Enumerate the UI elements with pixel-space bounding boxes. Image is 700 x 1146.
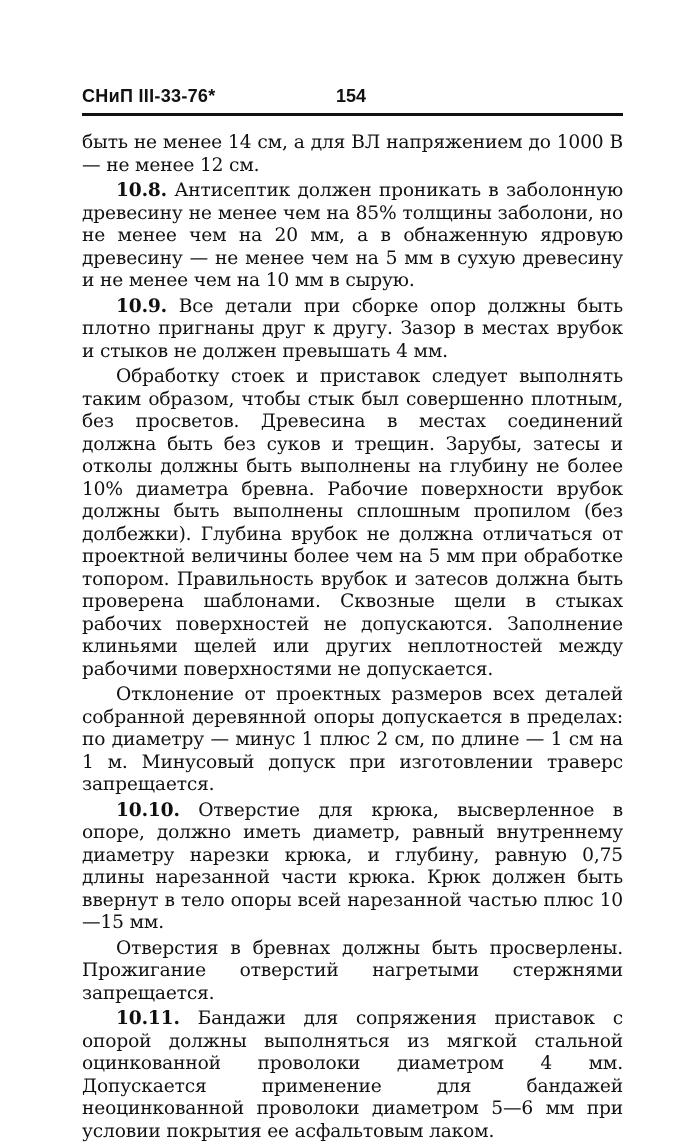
clause-number: 10.9.	[116, 295, 168, 317]
paragraph-text: Антисептик должен проникать в заболонную древесину не менее чем на 85% толщины заболони, но не менее чем на 20 мм, а в обнаженную ядровую древесину — не менее чем на 5 мм в сухую древесину и не менее чем на 10 мм в сырую.	[82, 180, 623, 291]
clause-number: 10.11.	[116, 1008, 180, 1029]
paragraph-text: Все детали при сборке опор должны быть плотно пригнаны друг к другу. Зазор в местах врубок и стыков не должен превышать 4 мм.	[82, 295, 623, 362]
paragraph-continuation	[82, 132, 623, 177]
clause-number: 10.8.	[116, 180, 168, 201]
paragraph-10-9	[82, 296, 623, 364]
paragraph-10-8	[82, 180, 623, 293]
paragraph-10-11	[82, 1008, 623, 1143]
page-number: 154	[336, 86, 367, 106]
paragraph-text: Отверстие для крюка, высверленное в опоре, должно иметь диаметр, равный внутреннему диаметру нарезки крюка, и глубину, равную 0,75 длины нарезанной части крюка. Крюк должен быть ввернут в тело опоры всей нарезанной частью плюс 10—15 мм.	[82, 799, 623, 933]
paragraph-holes	[82, 938, 623, 1006]
document-body	[82, 132, 623, 1146]
paragraph-text: Бандажи для сопряжения приставок с опорой должны выполняться из мягкой стальной оцинкованной проволоки диаметром 4 мм. Допускается применение для бандажей неоцинкованной проволоки диаметром 5—6 мм при условии покрытия ее асфальтовым лаком.	[82, 1008, 623, 1142]
paragraph-text: Обработку стоек и приставок следует выполнять таким образом, чтобы стык был совершенно плотным, без просветов. Древесина в местах соединений должна быть без суков и трещин. Зарубы, затесы и отколы должны быть выполнены на глубину не более 10% диаметра бревна. Рабочие поверхности врубок должны быть выполнены сплошным пропилом (без долбежки). Глубина врубок не должна отличаться от проектной величины более чем на 5 мм при обработке топором. Правильность врубок и затесов должна быть проверена шаблонами. Сквозные щели в стыках рабочих поверхностей не допускаются. Заполнение клиньями щелей или других неплотностей между рабочими поверхностями не допускается.	[82, 366, 623, 680]
page-header	[82, 86, 622, 110]
document-code: СНиП III-33-76*	[82, 86, 216, 106]
paragraph-text: Отклонение от проектных размеров всех деталей собранной деревянной опоры допускается в пределах: по диаметру — минус 1 плюс 2 см, по длине — 1 см на 1 м. Минусовый допуск при изготовлении траверс запрещается.	[82, 684, 623, 795]
paragraph-text: Отверстия в бревнах должны быть просверлены. Прожигание отверстий нагретыми стержнями запрещается.	[82, 937, 623, 1004]
header-rule	[82, 113, 623, 116]
paragraph-processing	[82, 366, 623, 681]
paragraph-10-10	[82, 800, 623, 935]
clause-number: 10.10.	[116, 799, 180, 821]
paragraph-text: быть не менее 14 см, а для ВЛ напряжением до 1000 В— не менее 12 см.	[82, 132, 623, 176]
paragraph-tolerances	[82, 684, 623, 797]
